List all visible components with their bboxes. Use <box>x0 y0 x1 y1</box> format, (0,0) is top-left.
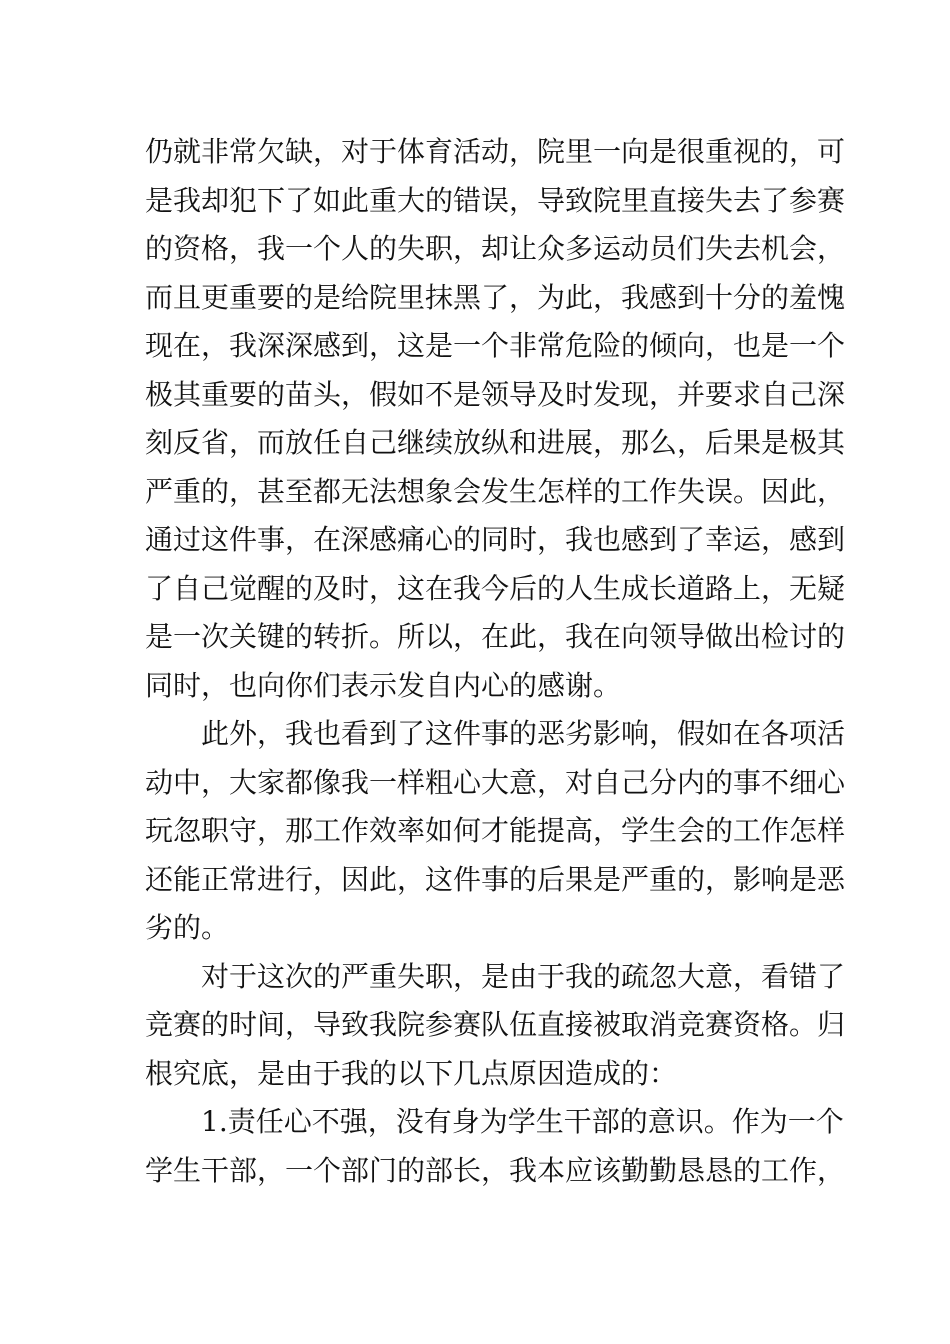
text-line: 现在，我深深感到，这是一个非常危险的倾向，也是一个 <box>145 329 846 362</box>
text-line: 动中，大家都像我一样粗心大意，对自己分内的事不细心 <box>145 765 846 799</box>
text-line: 的资格，我一个人的失职，却让众多运动员们失去机会， <box>145 232 846 265</box>
text-line: 根究底，是由于我的以下几点原因造成的： <box>145 1056 678 1090</box>
text-line: 了自己觉醒的及时，这在我今后的人生成长道路上，无疑 <box>145 571 846 605</box>
text-line: 学生干部，一个部门的部长，我本应该勤勤恳恳的工作， <box>145 1153 846 1187</box>
text-line: 严重的，甚至都无法想象会发生怎样的工作失误。因此， <box>145 474 846 508</box>
text-line: 还能正常进行，因此，这件事的后果是严重的，影响是恶 <box>145 862 846 896</box>
text-line: 玩忽职守，那工作效率如何才能提高，学生会的工作怎样 <box>145 814 846 847</box>
text-line: 是我却犯下了如此重大的错误，导致院里直接失去了参赛 <box>145 183 846 217</box>
text-line: 通过这件事，在深感痛心的同时，我也感到了幸运，感到 <box>145 523 846 556</box>
list-item-start-line: 1.责任心不强，没有身为学生干部的意识。作为一个 <box>201 1105 844 1138</box>
document-body <box>145 128 846 1195</box>
text-line: 仍就非常欠缺，对于体育活动，院里一向是很重视的，可 <box>145 135 846 168</box>
text-line: 刻反省，而放任自己继续放纵和进展，那么，后果是极其 <box>145 426 846 459</box>
text-line: 极其重要的苗头，假如不是领导及时发现，并要求自己深 <box>145 377 846 411</box>
paragraph-start-line: 此外，我也看到了这件事的恶劣影响，假如在各项活 <box>201 717 846 750</box>
text-line: 劣的。 <box>145 911 230 944</box>
text-line: 是一次关键的转折。所以，在此，我在向领导做出检讨的 <box>145 620 846 653</box>
paragraph-start-line: 对于这次的严重失职，是由于我的疏忽大意，看错了 <box>201 959 846 993</box>
text-line: 同时，也向你们表示发自内心的感谢。 <box>145 668 622 702</box>
text-line: 而且更重要的是给院里抹黑了，为此，我感到十分的羞愧 <box>145 280 846 314</box>
text-line: 竞赛的时间，导致我院参赛队伍直接被取消竞赛资格。归 <box>145 1008 846 1041</box>
